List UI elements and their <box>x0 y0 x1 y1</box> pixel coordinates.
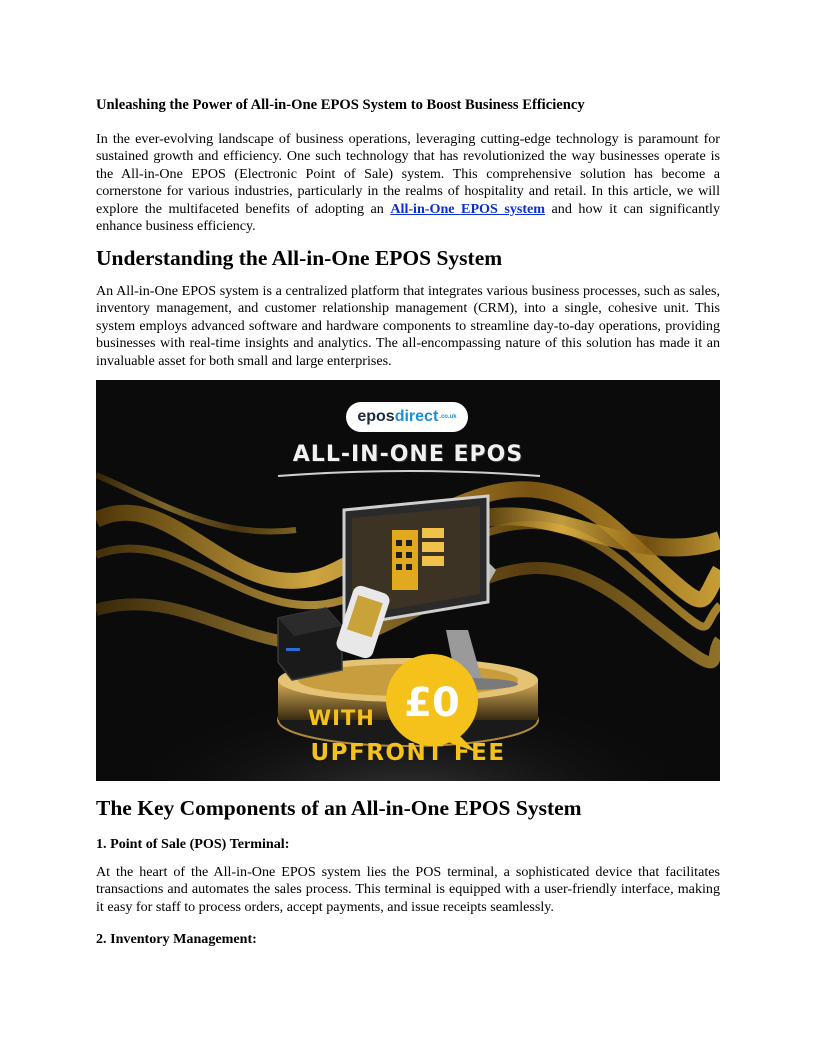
with-label: WITH <box>308 706 375 730</box>
understanding-paragraph: An All-in-One EPOS system is a centralized platform that integrates various business processes, such as sales, inventory management, and customer relationship management (CRM), into a single, cohesive unit. This system employs advanced software and hardware components to streamline day-to-day operations, providing businesses with real-time insights and analytics. The all-encompassing nature of this solution has made it an invaluable asset for both small and large enterprises. <box>96 283 720 369</box>
receipt-printer-graphic <box>278 608 342 680</box>
logo-main-text: epos <box>357 408 395 425</box>
intro-text-after-link: and how it can significantly enhance business efficiency. <box>96 200 720 235</box>
logo-accent-text: direct <box>394 408 439 425</box>
article-title: Unleashing the Power of All-in-One EPOS System to Boost Business Efficiency <box>96 97 585 113</box>
logo-tld-text: .co.uk <box>439 414 457 420</box>
intro-paragraph <box>96 131 720 235</box>
epos-system-link[interactable]: All-in-One EPOS system <box>390 200 546 217</box>
intro-text-before-link: In the ever-evolving landscape of business operations, leveraging cutting-edge technology is paramount for sustained growth and efficiency. One such technology that has revolutionized the way businesses operate is the All-in-One EPOS (Electronic Point of Sale) system. This comprehensive solution has become a cornerstone for various industries, particularly in the realms of hospitality and retail. In this article, we will explore the multifaceted benefits of adopting an <box>96 131 720 217</box>
key-components-heading: The Key Components of an All-in-One EPOS System <box>96 796 582 820</box>
upfront-fee-label: UPFRONT FEE <box>310 740 506 766</box>
pos-terminal-subheading: 1. Point of Sale (POS) Terminal: <box>96 836 290 852</box>
pos-terminal-paragraph: At the heart of the All-in-One EPOS system lies the POS terminal, a sophisticated device that facilitates transactions and automates the sales process. This terminal is equipped with a user-friendly interface, making it easy for staff to process orders, accept payments, and issue receipts seamlessly. <box>96 864 720 915</box>
eposdirect-logo <box>346 402 468 432</box>
price-label: £0 <box>404 680 460 726</box>
banner-title: ALL-IN-ONE EPOS <box>292 442 524 467</box>
epos-promo-banner <box>96 380 720 781</box>
understanding-heading: Understanding the All-in-One EPOS System <box>96 246 503 270</box>
inventory-management-subheading: 2. Inventory Management: <box>96 931 257 947</box>
